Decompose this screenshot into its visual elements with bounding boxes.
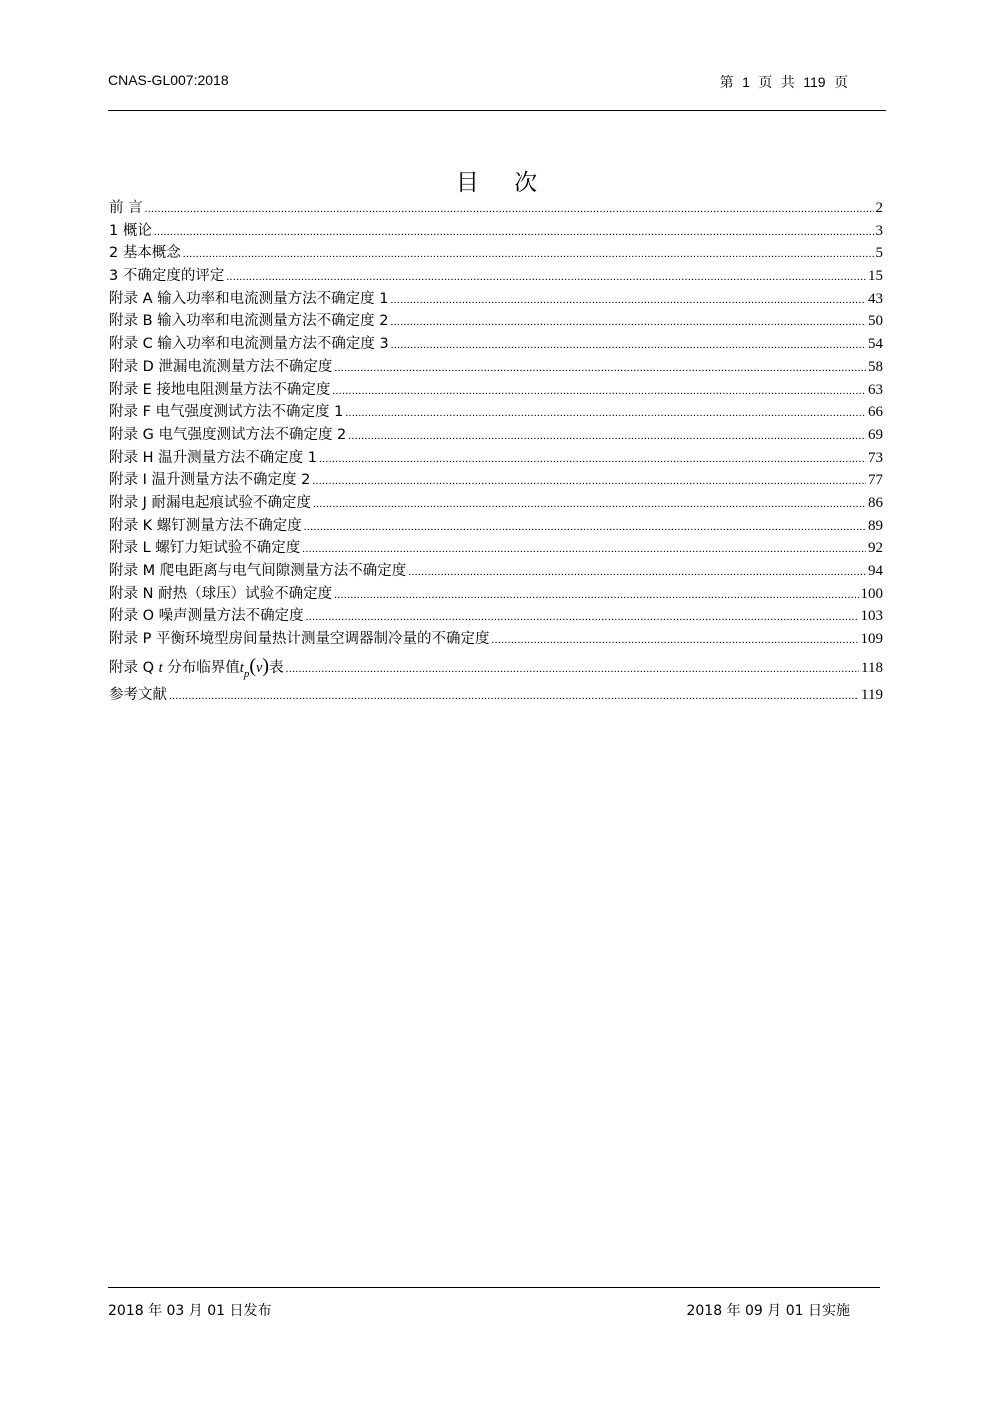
toc-entry-label: 附录 J 耐漏电起痕试验不确定度 [109, 494, 311, 511]
toc-entry-label: 附录 L 螺钉力矩试验不确定度 [109, 540, 301, 557]
toc-leader-dots [304, 516, 866, 539]
total-page-unit: 页 [834, 75, 848, 91]
toc-leader-dots [391, 334, 866, 357]
page-header [108, 70, 886, 111]
toc-entry-page: 103 [860, 608, 883, 625]
toc-entry-page: 119 [861, 686, 883, 703]
toc-entry-page: 89 [868, 517, 883, 534]
toc-entry[interactable] [109, 288, 883, 311]
toc-entry[interactable] [109, 492, 883, 515]
toc-entry-label: 2 基本概念 [109, 245, 181, 262]
toc-entry[interactable] [109, 560, 883, 583]
toc-entry-label: 前 言 [109, 200, 143, 216]
toc-leader-dots [334, 357, 866, 380]
toc-entry-page: 118 [861, 659, 883, 676]
toc-entry-page: 5 [875, 245, 883, 262]
page-number-info [718, 72, 850, 92]
formula-argument: v [255, 659, 263, 676]
toc-entry-label: 附录 O 噪声测量方法不确定度 [109, 608, 304, 625]
toc-entry-page: 109 [860, 631, 883, 648]
total-page-count: 119 [803, 74, 826, 90]
toc-entry-label: 附录 F 电气强度测试方法不确定度 1 [109, 404, 344, 421]
toc-entry-label: 附录 G 电气强度测试方法不确定度 2 [109, 426, 347, 443]
toc-entry[interactable] [109, 242, 883, 265]
toc-entry[interactable] [109, 265, 883, 288]
toc-entry[interactable] [109, 515, 883, 538]
total-prefix: 共 [780, 75, 795, 91]
toc-entry[interactable] [109, 537, 883, 560]
toc-leader-dots [183, 243, 874, 266]
toc-entry-page: 73 [868, 449, 883, 466]
toc-entry-label: 附录 A 输入功率和电流测量方法不确定度 1 [109, 290, 389, 307]
toc-leader-dots [319, 448, 866, 471]
toc-entry-page: 54 [868, 336, 883, 353]
toc-leader-dots [348, 425, 866, 448]
toc-entry-appendix-q[interactable] [109, 653, 883, 680]
toc-entry[interactable] [109, 469, 883, 492]
toc-leader-dots [334, 584, 858, 607]
toc-entry-page: 86 [868, 494, 883, 511]
toc-entry-page: 100 [860, 585, 883, 602]
toc-entry[interactable] [109, 333, 883, 356]
toc-entry-label: 参考文献 [109, 686, 167, 703]
current-page-number: 1 [742, 74, 750, 90]
implementation-date: 2018 年 09 月 01 日实施 [686, 1303, 850, 1319]
page-prefix: 第 [719, 75, 734, 91]
toc-entry-page: 3 [875, 222, 883, 239]
formula-subscript: p [243, 667, 250, 680]
toc-leader-dots [345, 402, 866, 425]
table-of-contents [109, 197, 883, 709]
toc-title: 目 次 [455, 170, 552, 196]
toc-entry-page: 15 [868, 268, 883, 285]
toc-leader-dots [226, 266, 866, 289]
formula-t: t [239, 659, 244, 676]
toc-entry-label: 附录 B 输入功率和电流测量方法不确定度 2 [109, 313, 389, 330]
toc-entry-page: 63 [868, 381, 883, 398]
toc-entry-label: 附录 P 平衡环境型房间量热计测量空调器制冷量的不确定度 [109, 631, 490, 648]
toc-entry-label: 附录 K 螺钉测量方法不确定度 [109, 517, 302, 534]
toc-leader-dots [332, 380, 866, 403]
toc-entry-label: 附录 C 输入功率和电流测量方法不确定度 3 [109, 336, 389, 353]
toc-leader-dots [408, 561, 866, 584]
appendix-q-variable: t [158, 659, 163, 676]
toc-entry-page: 43 [868, 290, 883, 307]
toc-entry-page: 69 [868, 426, 883, 443]
toc-entry[interactable] [109, 379, 883, 402]
toc-leader-dots [154, 221, 874, 244]
page-unit: 页 [758, 75, 773, 91]
toc-entry[interactable] [109, 424, 883, 447]
toc-entry-page: 50 [868, 313, 883, 330]
toc-entry[interactable] [109, 310, 883, 333]
toc-leader-dots [312, 470, 866, 493]
toc-entry-page: 58 [868, 358, 883, 375]
toc-entry-page: 94 [868, 563, 883, 579]
toc-entry[interactable] [109, 605, 883, 628]
toc-entry[interactable] [109, 356, 883, 379]
toc-leader-dots [286, 656, 859, 683]
toc-entry[interactable] [109, 447, 883, 470]
page-footer [108, 1287, 880, 1319]
toc-leader-dots [313, 493, 866, 516]
toc-entry[interactable] [109, 401, 883, 424]
toc-entry-label: 附录 E 接地电阻测量方法不确定度 [109, 381, 331, 398]
toc-entry-references[interactable] [109, 682, 883, 709]
toc-entry-label: 附录 D 泄漏电流测量方法不确定度 [109, 358, 333, 375]
toc-entry[interactable] [109, 583, 883, 606]
toc-leader-dots [391, 311, 867, 334]
toc-entry-label: 附录 M 爬电距离与电气间隙测量方法不确定度 [109, 563, 407, 579]
appendix-q-prefix: 附录 Q [109, 659, 155, 676]
toc-entry[interactable] [109, 628, 883, 651]
toc-entry-label: 附录 H 温升测量方法不确定度 1 [109, 449, 317, 466]
toc-leader-dots [306, 606, 859, 629]
appendix-q-text: 分布临界值 [167, 659, 240, 676]
toc-entry-page: 77 [868, 472, 883, 489]
appendix-q-formula: $t_p(v)$ [239, 654, 270, 680]
toc-leader-dots [302, 538, 866, 561]
toc-entry-page: 92 [868, 540, 883, 557]
toc-leader-dots [390, 289, 866, 312]
document-code: CNAS-GL007:2018 [108, 72, 229, 88]
publish-date: 2018 年 03 月 01 日发布 [108, 1303, 272, 1319]
toc-entry-label: 1 概论 [109, 222, 152, 239]
toc-leader-dots [145, 198, 874, 221]
toc-leader-dots [169, 683, 859, 710]
toc-entry-label: 附录 N 耐热（球压）试验不确定度 [109, 585, 333, 602]
toc-entry-page: 66 [868, 404, 883, 421]
toc-entry-label: 3 不确定度的评定 [109, 268, 225, 285]
toc-entry[interactable] [109, 220, 883, 243]
toc-entry-page: 2 [875, 200, 883, 216]
toc-entry-label: 附录 I 温升测量方法不确定度 2 [109, 472, 311, 489]
toc-leader-dots [491, 629, 858, 652]
appendix-q-suffix: 表 [269, 659, 284, 676]
toc-entry[interactable] [109, 197, 883, 220]
